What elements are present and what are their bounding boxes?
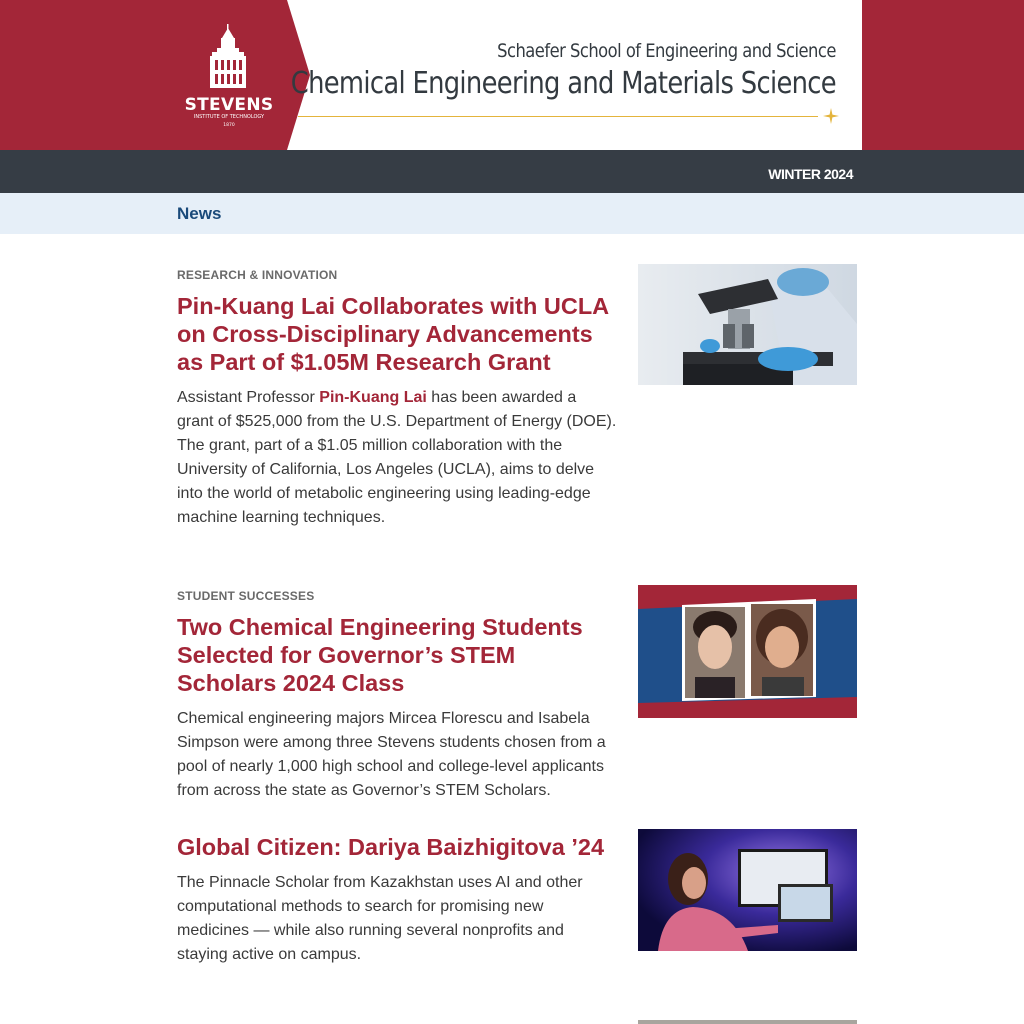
section-bar bbox=[0, 193, 1024, 234]
stevens-logo-graphic bbox=[162, 0, 312, 150]
issue-label: WINTER 2024 bbox=[768, 166, 853, 182]
stevens-logo[interactable] bbox=[162, 0, 312, 150]
article-body-intro: Assistant Professor bbox=[177, 389, 320, 406]
faculty-name-link[interactable]: Pin-Kuang Lai bbox=[319, 389, 427, 406]
sparkle-icon bbox=[822, 107, 840, 125]
article-headline-link[interactable]: Global Citizen: Dariya Baizhigitova ’24 bbox=[177, 834, 605, 860]
section-title: News bbox=[177, 204, 222, 223]
logo-subtitle: INSTITUTE OF TECHNOLOGY bbox=[193, 114, 265, 120]
article-2 bbox=[177, 589, 617, 803]
school-name: Schaefer School of Engineering and Science bbox=[497, 40, 836, 62]
newsletter-header bbox=[0, 0, 1024, 150]
logo-year: 1870 bbox=[223, 123, 235, 128]
issue-bar bbox=[0, 150, 1024, 193]
article-kicker: RESEARCH & INNOVATION bbox=[177, 268, 338, 282]
student-portraits-image[interactable] bbox=[638, 585, 857, 718]
article-body bbox=[177, 386, 617, 530]
next-article-image[interactable] bbox=[638, 1020, 857, 1024]
article-headline-link[interactable]: Pin-Kuang Lai Collaborates with UCLA on Cross-Disciplinary Advancements as Part of $1.05M Research Grant bbox=[177, 293, 609, 375]
article-body-rest: has been awarded a grant of $525,000 from the U.S. Department of Energy (DOE). The grant, part of a $1.05 million collaboration with the University of California, Los Angeles (UCLA), aims to delve into the world of metabolic engineering using leading-edge machine learning techniques. bbox=[177, 389, 617, 526]
article-3 bbox=[177, 833, 617, 967]
article-body: The Pinnacle Scholar from Kazakhstan uses AI and other computational methods to search for promising new medicines — while also running several nonprofits and staying active on campus. bbox=[177, 874, 583, 963]
article-kicker: STUDENT SUCCESSES bbox=[177, 589, 315, 603]
article-body: Chemical engineering majors Mircea Florescu and Isabela Simpson were among three Stevens students chosen from a pool of nearly 1,000 high school and college-level applicants from across the state as Governor’s STEM Scholars. bbox=[177, 710, 606, 799]
microscope-photo-image[interactable] bbox=[638, 264, 857, 385]
gold-divider bbox=[298, 116, 818, 117]
student-at-computer-image[interactable] bbox=[638, 829, 857, 951]
article-1 bbox=[177, 268, 617, 530]
logo-wordmark: STEVENS bbox=[184, 95, 274, 115]
department-title: Chemical Engineering and Materials Science bbox=[290, 66, 836, 101]
article-headline-link[interactable]: Two Chemical Engineering Students Selected for Governor’s STEM Scholars 2024 Class bbox=[177, 614, 583, 696]
